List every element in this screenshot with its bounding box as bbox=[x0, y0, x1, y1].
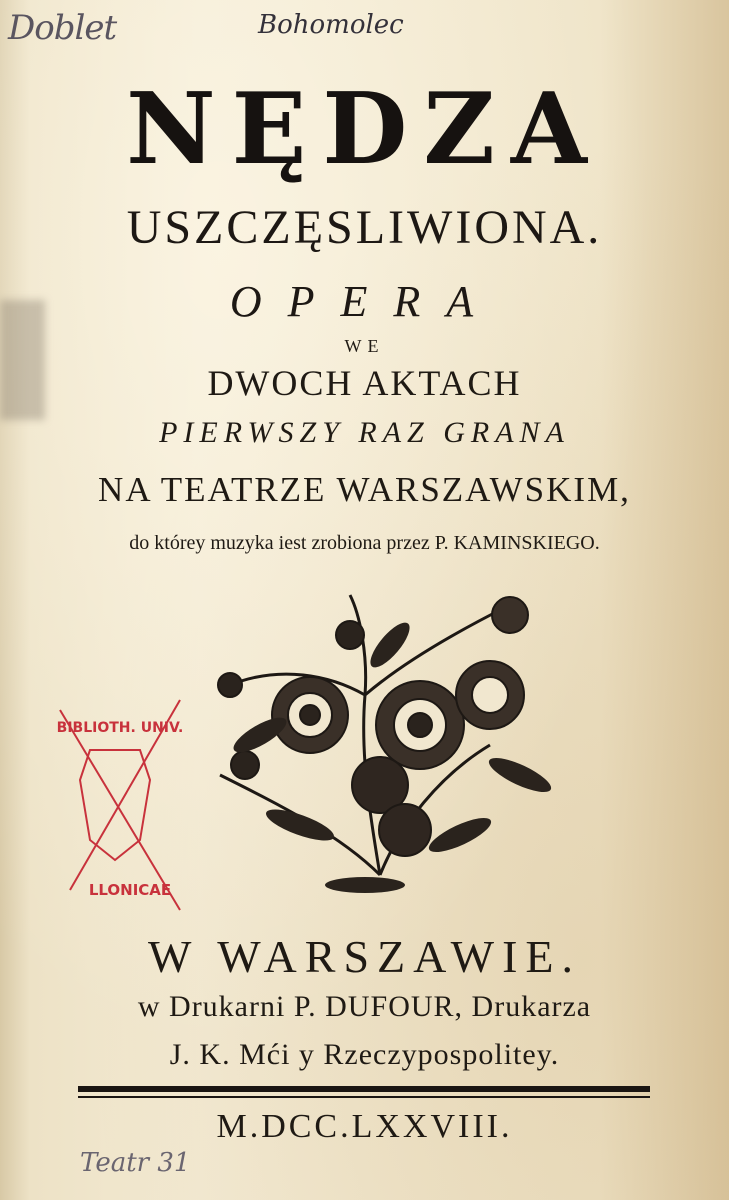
stamp-top-text: BIBLIOTH. UNIV. bbox=[56, 720, 184, 736]
preposition-we: WE bbox=[344, 336, 385, 356]
book-title: NĘDZA bbox=[126, 72, 603, 187]
printer-line-2: J. K. Mći y Rzeczypospolitey. bbox=[169, 1038, 560, 1071]
handwritten-note-top-left: Doblet bbox=[8, 8, 117, 48]
publication-year: M.DCC.LXXVIII. bbox=[216, 1108, 513, 1145]
floral-ornament-icon bbox=[190, 575, 570, 905]
divider-rule-thin bbox=[78, 1096, 650, 1098]
acts-line: DWOCH AKTACH bbox=[207, 363, 522, 403]
music-credit: do którey muzyka iest zrobiona przez P. KAMINSKIEGO. bbox=[129, 532, 600, 554]
first-played-line: PIERWSZY RAZ GRANA bbox=[159, 416, 570, 449]
book-subtitle: USZCZĘSLIWIONA. bbox=[126, 201, 603, 254]
handwritten-note-top-right: Bohomolec bbox=[258, 10, 404, 40]
divider-rule-thick bbox=[78, 1086, 650, 1092]
city-line: W WARSZAWIE. bbox=[147, 931, 582, 982]
genre-label: OPERA bbox=[229, 277, 500, 326]
printer-line-1: w Drukarni P. DUFOUR, Drukarza bbox=[137, 990, 592, 1023]
handwritten-note-bottom: Teatr 31 bbox=[80, 1148, 191, 1178]
stamp-bottom-text: LLONICAE bbox=[88, 881, 172, 899]
theatre-line: NA TEATRZE WARSZAWSKIM, bbox=[98, 470, 631, 509]
library-stamp-icon bbox=[30, 690, 210, 920]
